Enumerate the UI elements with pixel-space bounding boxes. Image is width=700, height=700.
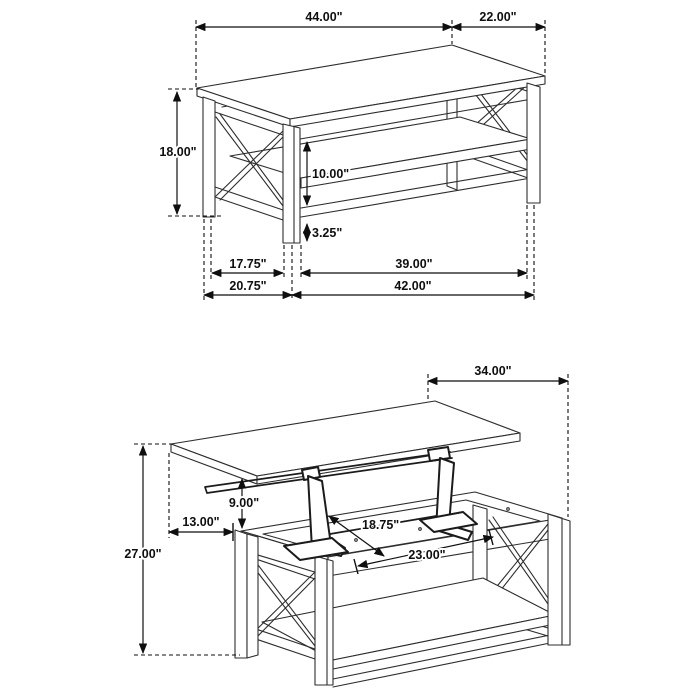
dim-label-top-forward-offset: 13.00" (182, 515, 220, 529)
dim-label-foot-height: 3.25" (312, 226, 343, 240)
closed-table-line-art (197, 45, 545, 243)
dim-label-shelf-clearance: 10.00" (312, 167, 350, 181)
closed-table-view (159, 10, 545, 301)
dim-label-front-leg-inner-spacing: 39.00" (395, 257, 433, 271)
dim-label-end-outer-width: 20.75" (229, 279, 267, 293)
dim-label-end-leg-inner-spacing: 17.75" (229, 257, 267, 271)
dim-label-lifted-top-length: 34.00" (474, 364, 512, 378)
open-table-view (124, 364, 570, 687)
dim-label-top-length: 44.00" (305, 10, 343, 24)
open-table-line-art (171, 401, 570, 687)
dim-label-lift-rise: 9.00" (228, 496, 260, 510)
dim-label-storage-opening-length: 23.00" (408, 548, 446, 562)
dim-label-storage-opening-depth: 18.75" (362, 518, 400, 532)
dim-label-top-depth: 22.00" (479, 10, 517, 24)
dim-label-table-height: 18.00" (159, 145, 197, 159)
dim-label-open-total-height: 27.00" (124, 547, 162, 561)
dim-label-front-outer-length: 42.00" (394, 279, 432, 293)
